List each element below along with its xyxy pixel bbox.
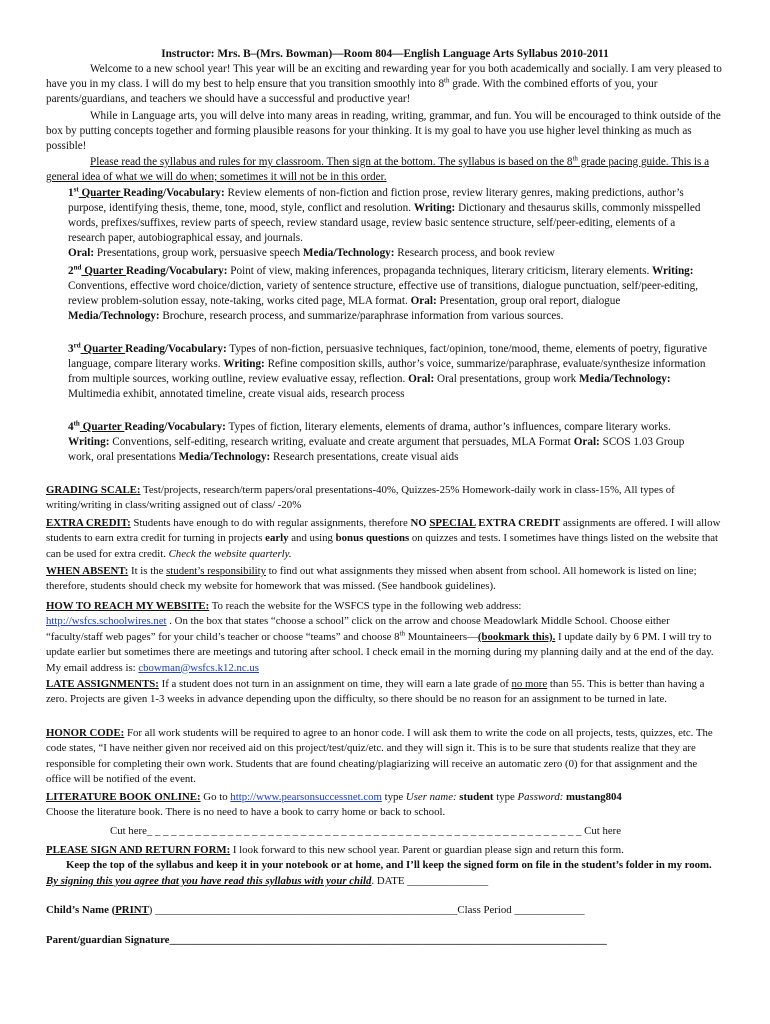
sign-label: PLEASE SIGN AND RETURN FORM:	[46, 844, 231, 856]
sign-return	[46, 843, 724, 889]
superscript: th	[399, 629, 406, 638]
text: type	[493, 791, 518, 803]
text: Go to	[200, 791, 231, 803]
honor-code	[46, 726, 724, 788]
literature-online	[46, 790, 724, 821]
quarter-2	[68, 264, 708, 324]
text: Students have enough to do with regular assignments, therefore	[130, 517, 411, 529]
text: To reach the website for the WSFCS type in the following web address:	[209, 600, 522, 612]
grading-scale	[46, 483, 724, 514]
text: ) ________________________________________________________Class Period _____________	[148, 904, 585, 916]
text: early	[265, 532, 289, 545]
media-label: Media/Technology:	[178, 451, 271, 463]
intro-paragraph-3	[46, 155, 724, 185]
child-name-field[interactable]	[46, 903, 724, 918]
writing-text: Refine composition skills, author’s voice, summarize/paraphrase, evaluate/synthesize information from multiple sources, working outline, review evaluative essay, reflection.	[68, 358, 706, 385]
reading-vocab-text: Types of non-fiction, persuasive techniques, fact/opinion, tone/mood, theme, elements of poetry, figurative language, compare literary works.	[68, 343, 708, 370]
writing-text: Dictionary and thesaurus skills, commonly misspelled words, prefixes/suffixes, review parts of speech, review standard usage, review basic sentence structure, self/peer-editing, elements of a research paper, autobiographical essay, and journals.	[68, 202, 701, 244]
parent-signature-field[interactable]	[46, 933, 724, 948]
writing-label: Writing:	[413, 202, 456, 214]
late-assignments	[46, 677, 724, 708]
intro-p3-text: Please read the syllabus and rules for my classroom. Then sign at the bottom. The syllabus is based on the 8	[90, 156, 573, 168]
quarter-number: 1	[68, 187, 74, 199]
superscript: th	[444, 76, 450, 85]
cut-here-line: Cut here_ _ _ _ _ _ _ _ _ _ _ _ _ _ _ _ _ _ _ _ _ _ _ _ _ _ _ _ _ _ _ _ _ _ _ _ _ _ _ _ _ _ _ _ _ _ _ _ _ _ _ _ _ _ Cut here	[110, 825, 622, 837]
intro-p3-end: grade pacing guide. This is a general idea of what we will do when; sometimes it will not be in this order.	[46, 156, 710, 183]
media-label: Media/Technology:	[302, 247, 395, 259]
absent-label: WHEN ABSENT:	[46, 565, 129, 577]
text: PRINT	[115, 904, 149, 916]
grading-text: Test/projects, research/term papers/oral presentations-40%, Quizzes-25% Homework-daily work in class-15%, All types of writing/writing in class/writing assigned out of class/ -20%	[46, 484, 675, 512]
text: and using	[288, 532, 336, 545]
reach-website	[46, 599, 724, 676]
text: on quizzes and tests. I sometimes have things listed on the website that can be used for extra credit.	[46, 532, 719, 560]
literature-link[interactable]: http://www.pearsonsuccessnet.com	[230, 791, 382, 803]
superscript: th	[572, 154, 578, 163]
text: NO	[410, 517, 427, 529]
text: than 55. This is better than having a zero. Projects are given 1-3 weeks in advance depending upon the difficulty, so there should be no reason for an assignment to be turned in late.	[46, 678, 705, 706]
writing-label: Writing:	[223, 358, 265, 370]
text: Keep the top of the syllabus and keep it in your notebook or at home, and I’ll keep the signed form on file in the student’s folder in my room.	[66, 859, 712, 872]
superscript: st	[73, 185, 79, 194]
quarter-number: 4	[68, 421, 74, 433]
writing-label: Writing:	[68, 436, 110, 448]
grading-label: GRADING SCALE:	[46, 484, 141, 496]
quarter-heading: Quarter	[80, 343, 126, 355]
quarter-3	[68, 342, 708, 402]
oral-text: Oral presentations, group work	[434, 373, 579, 385]
quarter-4	[68, 420, 708, 465]
quarter-heading: Quarter	[78, 187, 124, 199]
media-text: Brochure, research process, and summarize/paraphrase information from various sources.	[159, 310, 564, 322]
media-text: Research presentations, create visual aids	[270, 451, 459, 463]
oral-text: Presentations, group work, persuasive speech	[94, 247, 303, 259]
oral-label: Oral:	[573, 436, 600, 448]
media-text: Multimedia exhibit, annotated timeline, create visual aids, research process	[68, 388, 405, 400]
text: student	[456, 791, 494, 803]
text: SPECIAL	[429, 517, 476, 529]
text: It is the	[128, 565, 167, 577]
text: mustang804	[563, 791, 622, 803]
superscript: rd	[73, 341, 81, 350]
intro-paragraph-1	[46, 62, 724, 107]
text: Check the website quarterly.	[168, 547, 292, 560]
quarter-1	[68, 186, 708, 261]
reading-vocab-label: Reading/Vocabulary:	[123, 187, 225, 199]
late-label: LATE ASSIGNMENTS:	[46, 678, 159, 690]
literature-label: LITERATURE BOOK ONLINE:	[46, 791, 201, 803]
oral-label: Oral:	[408, 373, 435, 385]
text: User name:	[405, 791, 457, 803]
text: I look forward to this new school year. Parent or guardian please sign and return this form.	[230, 844, 624, 856]
oral-text: SCOS 1.03 Group work, oral presentations	[68, 436, 685, 463]
text: to find out what assignments they missed when absent from school. All homework is listed on line; therefore, students should check my website for homework that was missed. (See handbook guidelines).	[46, 565, 697, 593]
superscript: nd	[73, 263, 82, 272]
text: (bookmark this).	[477, 630, 556, 643]
text: type	[381, 791, 406, 803]
extra-credit-label: EXTRA CREDIT:	[46, 517, 131, 529]
text: assignments are offered. I will allow students to earn extra credit for turning in projects	[46, 517, 721, 545]
oral-label: Oral:	[410, 295, 437, 307]
reading-vocab-label: Reading/Vocabulary:	[124, 421, 226, 433]
intro-p1-text: Welcome to a new school year! This year will be an exciting and rewarding year for you both academically and socially. I am very pleased to have you in my class. I will do my best to help ensure that you transition smoothly into 8	[46, 63, 722, 90]
quarter-number: 3	[68, 343, 74, 355]
text: . On the box that states “choose a school” click on the arrow and choose Meadowlark Middle School. Choose either “faculty/staff web pages” for your child’s teacher or choose “teams” and choose 8	[46, 615, 670, 643]
extra-credit	[46, 516, 724, 562]
text: By signing this you agree that you have read this syllabus with your child	[46, 874, 372, 887]
text: If a student does not turn in an assignment on time, they will earn a late grade of	[158, 678, 512, 690]
media-text: Research process, and book review	[394, 247, 555, 259]
text: Mountaineers—	[405, 630, 478, 643]
text: I update daily by 6 PM. I will try to update earlier but sometimes there are meetings and tutoring after school. I check email in the morning during my planning daily and at the end of the day. My email address is:	[46, 630, 714, 674]
text: EXTRA CREDIT	[475, 517, 561, 529]
text: Choose the literature book. There is no need to have a book to carry home or back to school.	[46, 806, 446, 819]
reading-vocab-text: Types of fiction, literary elements, elements of drama, author’s influences, compare literary works.	[225, 421, 671, 433]
writing-text: Conventions, effective word choice/diction, variety of sentence structure, effective use of transitions, dialogue punctuation, self/peer-editing, review problem-solution essay, note-taking, works cited page, MLA format.	[68, 280, 699, 307]
text: Password:	[517, 791, 564, 803]
text: student’s responsibility	[166, 565, 266, 577]
intro-paragraph-2: While in Language arts, you will delve into many areas in reading, writing, grammar, and fun. You will be encouraged to think outside of the box by putting concepts together and forming plausible reasons for your thinking. It is my goal to have you use higher level thinking as much as possible!	[46, 110, 721, 152]
when-absent	[46, 564, 724, 595]
reading-vocab-label: Reading/Vocabulary:	[125, 343, 227, 355]
text: bonus questions	[335, 532, 410, 545]
reading-vocab-text: Point of view, making inferences, propaganda techniques, literary criticism, literary elements.	[227, 265, 653, 277]
writing-label: Writing:	[652, 265, 694, 277]
text: no more	[511, 678, 548, 690]
media-label: Media/Technology:	[68, 310, 160, 322]
quarter-heading: Quarter	[81, 265, 126, 277]
quarter-number: 2	[68, 265, 74, 277]
oral-label: Oral:	[68, 247, 95, 259]
media-label: Media/Technology:	[578, 373, 671, 385]
intro-p1-end: grade. With the combined efforts of you, your parents/guardians, and teachers we should have a successful and productive year!	[46, 78, 658, 105]
honor-label: HONOR CODE:	[46, 727, 125, 739]
email-link[interactable]: cbowman@wsfcs.k12.nc.us	[138, 661, 259, 674]
oral-text: Presentation, group oral report, dialogue	[436, 295, 621, 307]
superscript: th	[73, 419, 80, 428]
quarter-heading: Quarter	[79, 421, 125, 433]
reading-vocab-label: Reading/Vocabulary:	[125, 265, 228, 277]
reading-vocab-text: Review elements of non-fiction and fiction prose, review literary genres, making predictions, author’s purpose, identifying thesis, theme, tone, mood, style, conflict and resolution.	[68, 187, 684, 214]
page-title: Instructor: Mrs. B–(Mrs. Bowman)—Room 804—English Language Arts Syllabus 2010-2011	[161, 48, 609, 60]
text: Child’s Name (	[46, 904, 116, 916]
date-field[interactable]: . DATE _______________	[371, 874, 489, 887]
honor-text: For all work students will be required to agree to an honor code. I will ask them to write the code on all projects, tests, quizzes, etc. The code states, “I have neither given nor received aid on this project/test/quiz/etc. and they will sign it. This is to be sure that students realize that they are responsible for completing their own work. Students that are found cheating/plagiarizing will receive an automatic zero (0) for that assignment and the office will be notified of the event.	[46, 727, 713, 786]
website-label: HOW TO REACH MY WEBSITE:	[46, 600, 210, 612]
writing-text: Conventions, self-editing, research writing, evaluate and create argument that persuades, MLA Format	[109, 436, 574, 448]
text: Parent/guardian Signature_________________________________________________________________________________	[46, 934, 607, 946]
website-link[interactable]: http://wsfcs.schoolwires.net	[46, 615, 167, 628]
